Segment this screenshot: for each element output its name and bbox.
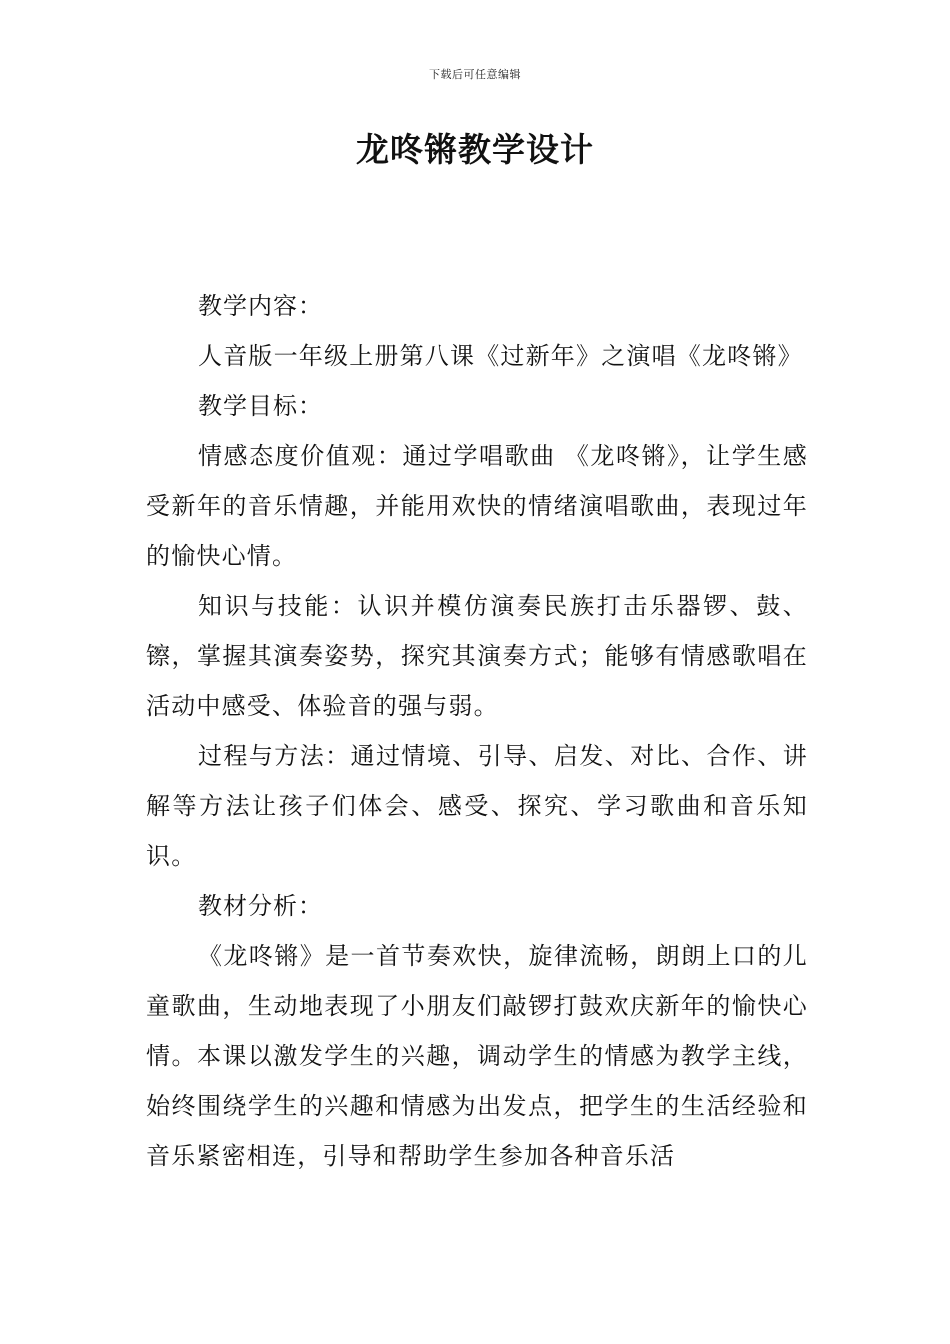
document-body: [146, 281, 808, 1181]
header-note: 下载后可任意编辑: [429, 68, 521, 81]
paragraph-attitude-values: 情感态度价值观：通过学唱歌曲 《龙咚锵》，让学生感受新年的音乐情趣，并能用欢快的情绪演唱歌曲，表现过年的愉快心情。: [146, 442, 808, 570]
section-heading-content: 教学内容：: [198, 292, 323, 320]
section-heading-analysis: 教材分析：: [198, 892, 323, 920]
document-title: 龙咚锵教学设计: [356, 130, 594, 169]
paragraph-analysis: 《龙咚锵》是一首节奏欢快，旋律流畅，朗朗上口的儿童歌曲，生动地表现了小朋友们敲锣打鼓欢庆新年的愉快心情。本课以激发学生的兴趣，调动学生的情感为教学主线，始终围绕学生的兴趣和情感为出发点，把学生的生活经验和音乐紧密相连，引导和帮助学生参加各种音乐活: [146, 942, 808, 1170]
section-heading-objectives: 教学目标：: [198, 392, 323, 420]
paragraph-process-methods: 过程与方法：通过情境、引导、启发、对比、合作、讲解等方法让孩子们体会、感受、探究、学习歌曲和音乐知识。: [146, 742, 808, 870]
paragraph-content: 人音版一年级上册第八课《过新年》之演唱《龙咚锵》: [198, 342, 803, 370]
paragraph-knowledge-skills: 知识与技能：认识并模仿演奏民族打击乐器锣、鼓、镲，掌握其演奏姿势，探究其演奏方式；能够有情感歌唱在活动中感受、体验音的强与弱。: [146, 592, 808, 720]
